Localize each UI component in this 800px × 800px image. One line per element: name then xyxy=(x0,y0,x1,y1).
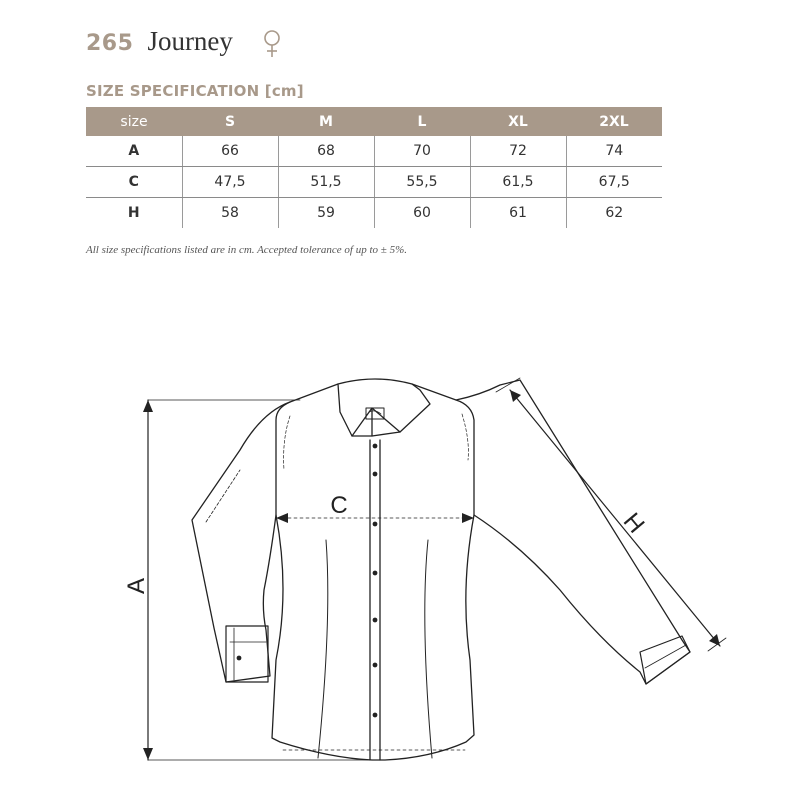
button xyxy=(373,522,378,527)
arrow-h-top xyxy=(510,390,521,402)
table-cell: 59 xyxy=(278,198,374,229)
header-cell-2xl: 2XL xyxy=(566,107,662,136)
product-name: Journey xyxy=(147,26,233,56)
header-cell-m: M xyxy=(278,107,374,136)
product-code: 265 xyxy=(86,31,134,56)
table-cell: 72 xyxy=(470,136,566,167)
button xyxy=(373,713,378,718)
table-cell: 62 xyxy=(566,198,662,229)
right-sleeve xyxy=(456,380,690,684)
header-cell-l: L xyxy=(374,107,470,136)
button xyxy=(373,663,378,668)
tolerance-note: All size specifications listed are in cm. Accepted tolerance of up to ± 5%. xyxy=(86,244,407,256)
table-cell: 47,5 xyxy=(182,167,278,198)
row-label: H xyxy=(127,205,140,221)
left-sleeve xyxy=(192,402,290,682)
size-spec-table xyxy=(86,107,662,228)
measure-label-h: H xyxy=(617,507,650,539)
table-cell: 61 xyxy=(470,198,566,229)
table-cell: 74 xyxy=(566,136,662,167)
header-cell-s: S xyxy=(182,107,278,136)
measure-label-a: A xyxy=(123,577,150,595)
table-cell: 61,5 xyxy=(470,167,566,198)
size-spec-title: SIZE SPECIFICATION [cm] xyxy=(86,82,304,100)
table-header-row xyxy=(86,107,662,136)
table-cell: 67,5 xyxy=(566,167,662,198)
table-cell: 70 xyxy=(374,136,470,167)
table-cell: 66 xyxy=(182,136,278,167)
female-icon xyxy=(262,29,282,59)
button xyxy=(373,571,378,576)
product-title xyxy=(86,26,233,66)
table-cell: 55,5 xyxy=(374,167,470,198)
table-cell: 58 xyxy=(182,198,278,229)
arrow-a-bottom xyxy=(143,748,153,760)
arrow-a-top xyxy=(143,400,153,412)
row-label: A xyxy=(86,136,182,167)
button xyxy=(373,472,378,477)
header-cell-size: size xyxy=(86,107,182,136)
table-row xyxy=(86,198,662,229)
button xyxy=(373,444,378,449)
cuff-button xyxy=(237,656,242,661)
table-cell: 51,5 xyxy=(278,167,374,198)
measure-label-c: C xyxy=(330,492,348,519)
table-row xyxy=(86,167,662,198)
header-cell-xl: XL xyxy=(470,107,566,136)
shirt-diagram xyxy=(0,360,800,800)
button xyxy=(373,618,378,623)
row-label: C xyxy=(86,167,182,198)
table-cell: 68 xyxy=(278,136,374,167)
table-row xyxy=(86,136,662,167)
arrow-h-bottom xyxy=(709,634,720,646)
table-cell: 60 xyxy=(374,198,470,229)
